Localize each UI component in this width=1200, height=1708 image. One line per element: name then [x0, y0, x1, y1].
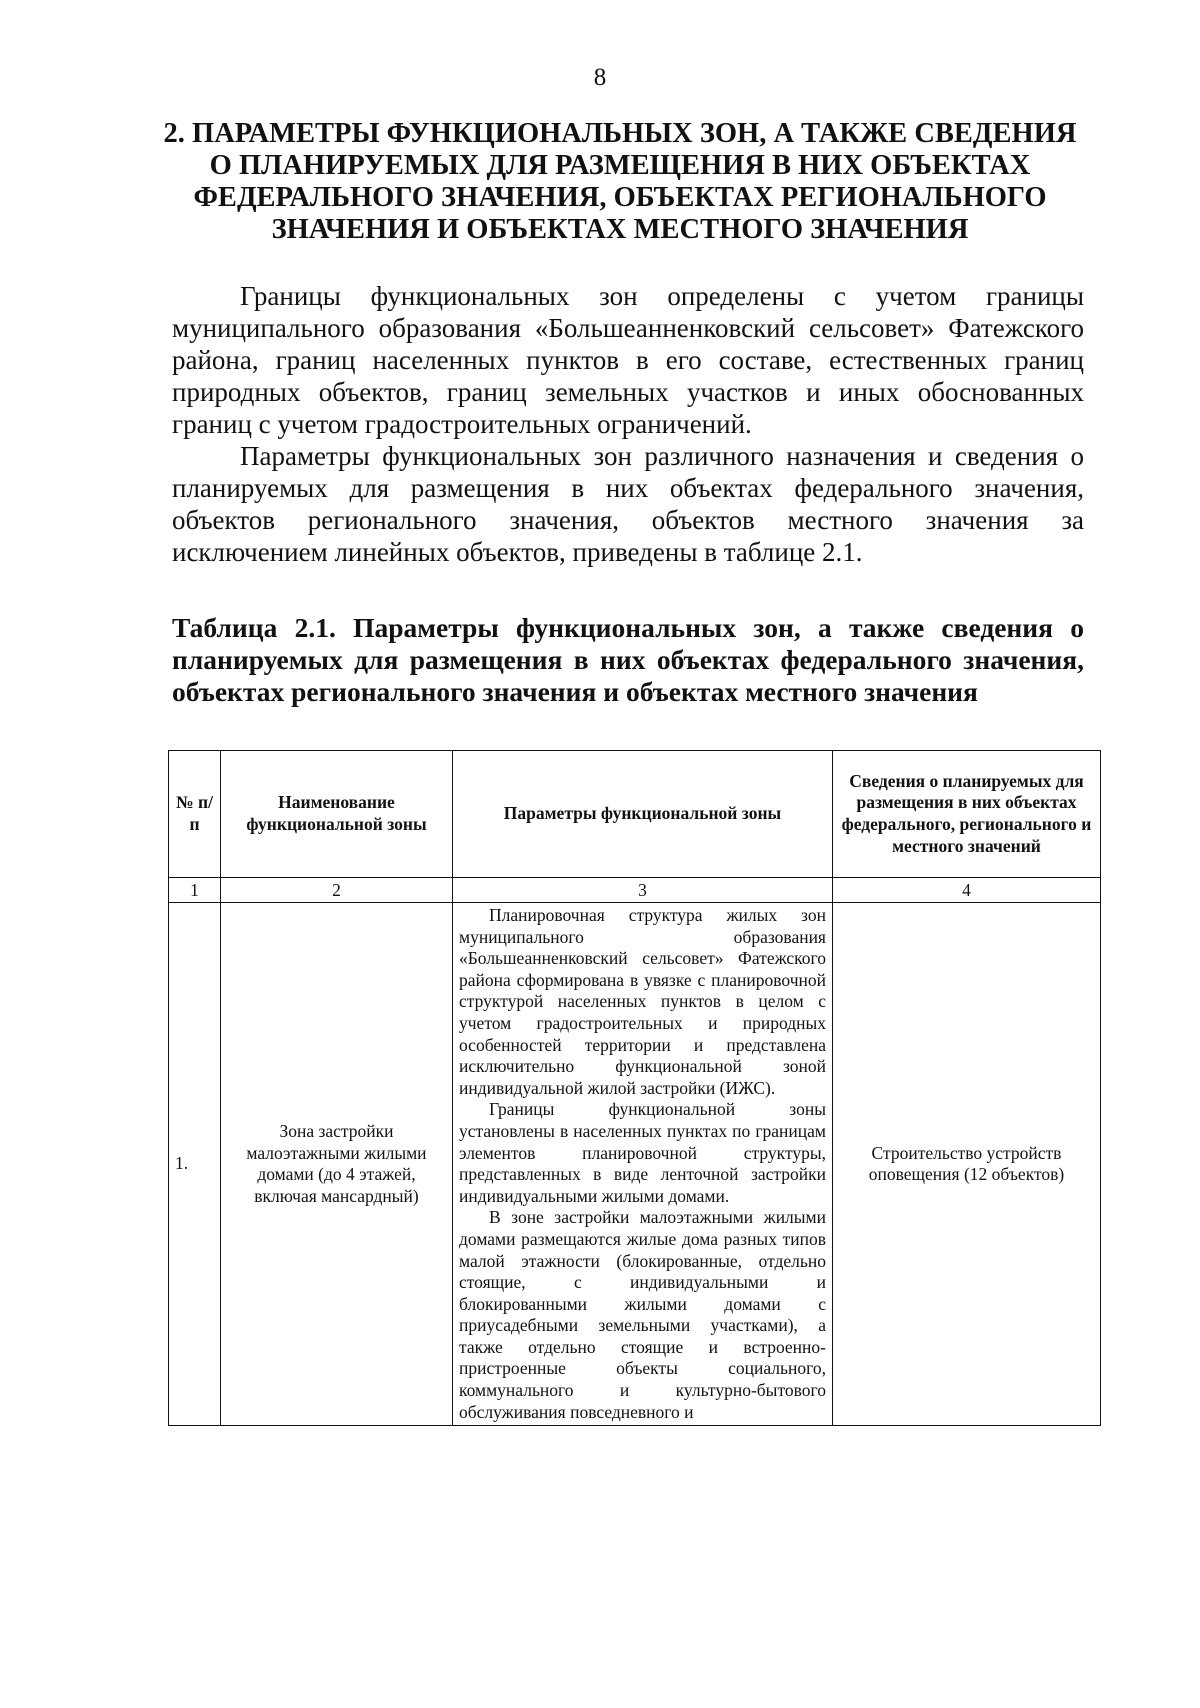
- column-number: 3: [453, 878, 833, 903]
- column-number: 2: [221, 878, 453, 903]
- header-number: № п/п: [169, 751, 221, 878]
- params-paragraph: Границы функциональной зоны установлены в населенных пунктах по границам элементов планировочной структуры, представленных в виде ленточной застройки индивидуальными жилыми домами.: [459, 1099, 826, 1206]
- table-caption: Таблица 2.1. Параметры функциональных зон, а также сведения о планируемых для размещения в них объектах федерального значения, объектах регионального значения и объектах местного значения: [172, 612, 1084, 707]
- header-zone-name: Наименование функциональной зоны: [221, 751, 453, 878]
- column-number: 1: [169, 878, 221, 903]
- body-text: [172, 280, 1084, 568]
- column-number: 4: [833, 878, 1101, 903]
- params-paragraph: В зоне застройки малоэтажными жилыми домами размещаются жилые дома разных типов малой этажности (блокированные, отдельно стоящие, с индивидуальными и блокированными жилыми домами с приусадебными земельными участками), а также отдельно стоящие и встроенно-пристроенные объекты социального, коммунального и культурно-бытового обслуживания повседневного и: [459, 1207, 826, 1422]
- table-header-row: [169, 751, 1101, 878]
- zones-table: [168, 750, 1101, 1426]
- header-zone-params: Параметры функциональной зоны: [453, 751, 833, 878]
- page-number: 8: [593, 64, 607, 91]
- planned-objects: Строительство устройств оповещения (12 объектов): [833, 903, 1101, 1426]
- table-row: [169, 903, 1101, 1426]
- params-paragraph: Планировочная структура жилых зон муниципального образования «Большеанненковский сельсовет» Фатежского района сформирована в увязке с планировочной структурой населенных пунктов в целом с учетом градостроительных и природных особенностей территории и представлена исключительно функциональной зоной индивидуальной жилой застройки (ИЖС).: [459, 905, 826, 1098]
- header-planned-objects: Сведения о планируемых для размещения в них объектах федерального, регионального и местного значений: [833, 751, 1101, 878]
- row-number: 1.: [169, 903, 221, 1426]
- paragraph: Границы функциональных зон определены с учетом границы муниципального образования «Большеанненковский сельсовет» Фатежского района, границ населенных пунктов в его составе, естественных границ природных объектов, границ земельных участков и иных обоснованных границ с учетом градостроительных ограничений.: [172, 281, 1084, 439]
- zone-name: Зона застройки малоэтажными жилыми домами (до 4 этажей, включая мансардный): [221, 903, 453, 1426]
- zone-params: [453, 903, 833, 1426]
- paragraph: Параметры функциональных зон различного назначения и сведения о планируемых для размещения в них объектах федерального значения, объектов регионального значения, объектов местного значения за исключением линейных объектов, приведены в таблице 2.1.: [172, 441, 1084, 567]
- section-title: 2. ПАРАМЕТРЫ ФУНКЦИОНАЛЬНЫХ ЗОН, А ТАКЖЕ СВЕДЕНИЯ О ПЛАНИРУЕМЫХ ДЛЯ РАЗМЕЩЕНИЯ В НИХ ОБЪЕКТАХ ФЕДЕРАЛЬНОГО ЗНАЧЕНИЯ, ОБЪЕКТАХ РЕГИОНАЛЬНОГО ЗНАЧЕНИЯ И ОБЪЕКТАХ МЕСТНОГО ЗНАЧЕНИЯ: [163, 118, 1077, 245]
- column-number-row: [169, 878, 1101, 903]
